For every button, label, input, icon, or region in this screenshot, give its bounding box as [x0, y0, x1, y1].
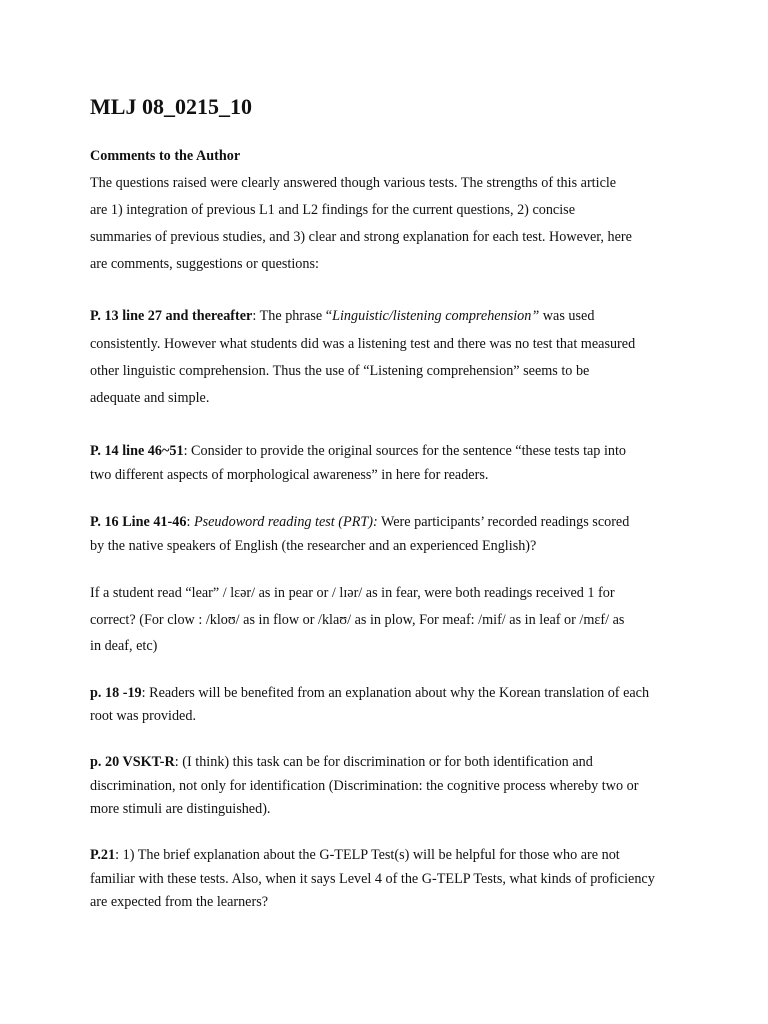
- quoted-phrase: Linguistic/listening comprehension”: [332, 308, 540, 324]
- comment-line: If a student read “lear” / lɛər/ as in pear or / lɪər/ as in fear, were both readings received 1 for: [90, 585, 615, 601]
- comment-line: familiar with these tests. Also, when it says Level 4 of the G-TELP Tests, what kinds of proficiency: [90, 871, 655, 887]
- test-name: Pseudoword reading test (PRT):: [193, 514, 378, 530]
- document-title: MLJ 08_0215_10: [90, 94, 252, 119]
- comment-ref: P.21: [90, 847, 116, 863]
- comment-line: two different aspects of morphological awareness” in here for readers.: [90, 467, 489, 483]
- section-heading: Comments to the Author: [90, 148, 241, 164]
- comment-ref: p. 20 VSKT-R: [90, 754, 175, 770]
- comment-line: by the native speakers of English (the researcher and an experienced English)?: [90, 538, 537, 554]
- comment-line: p. 20 VSKT-R: (I think) this task can be for discrimination or for both identification and: [90, 754, 593, 770]
- comment-line: discrimination, not only for identification (Discrimination: the cognitive process whereby two or: [90, 778, 639, 794]
- comment-line: in deaf, etc): [90, 638, 158, 654]
- comment-line: p. 18 -19: Readers will be benefited from an explanation about why the Korean translation of each: [90, 685, 650, 701]
- intro-line: The questions raised were clearly answered though various tests. The strengths of this article: [90, 175, 617, 191]
- comment-line: correct? (For clow : /kloʊ/ as in flow or /klaʊ/ as in plow, For meaf: /mif/ as in leaf or /mɛf/ as: [90, 612, 625, 628]
- intro-line: summaries of previous studies, and 3) clear and strong explanation for each test. However, here: [90, 229, 632, 245]
- comment-line: P. 13 line 27 and thereafter: The phrase “Linguistic/listening comprehension” was used: [90, 308, 595, 324]
- comment-ref: P. 14 line 46~51: [90, 443, 184, 459]
- comment-ref: P. 13 line 27 and thereafter: [90, 308, 253, 324]
- comment-line: root was provided.: [90, 708, 196, 724]
- intro-line: are comments, suggestions or questions:: [90, 256, 319, 272]
- comment-line: are expected from the learners?: [90, 894, 269, 910]
- comment-line: consistently. However what students did was a listening test and there was no test that measured: [90, 336, 636, 352]
- comment-ref: p. 18 -19: [90, 685, 142, 701]
- comment-line: P. 14 line 46~51: Consider to provide the original sources for the sentence “these tests tap into: [90, 443, 627, 459]
- comment-ref: P. 16 Line 41-46: [90, 514, 187, 530]
- comment-line: P.21: 1) The brief explanation about the G-TELP Test(s) will be helpful for those who are not: [90, 847, 620, 863]
- comment-line: other linguistic comprehension. Thus the use of “Listening comprehension” seems to be: [90, 363, 590, 379]
- comment-line: adequate and simple.: [90, 390, 210, 406]
- intro-line: are 1) integration of previous L1 and L2 findings for the current questions, 2) concise: [90, 202, 575, 218]
- comment-line: P. 16 Line 41-46: Pseudoword reading test (PRT): Were participants’ recorded readings scored: [90, 514, 630, 530]
- comment-line: more stimuli are distinguished).: [90, 801, 271, 817]
